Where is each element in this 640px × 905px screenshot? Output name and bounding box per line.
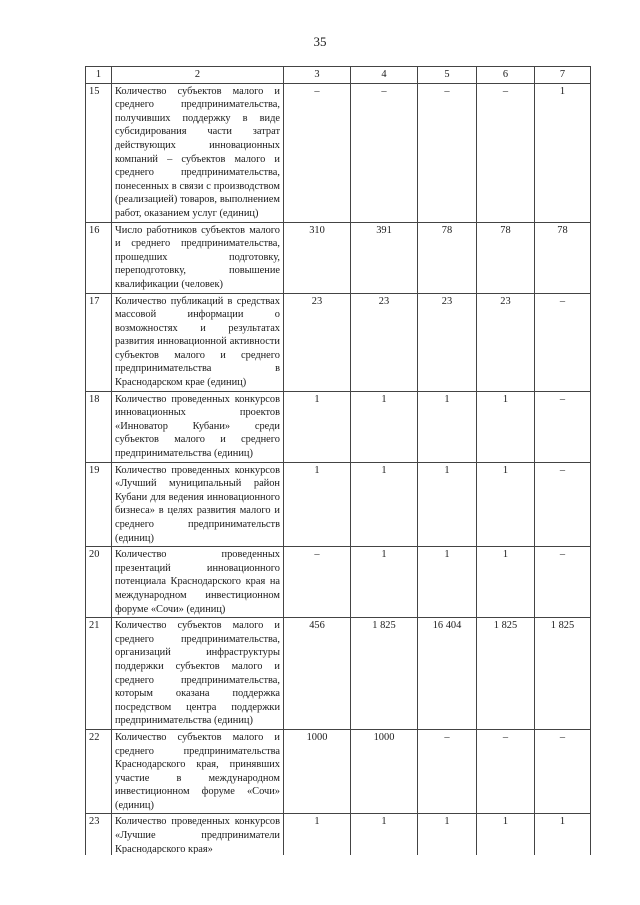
- value-cell: 1: [351, 391, 418, 462]
- value-cell: 23: [284, 293, 351, 391]
- value-cell: –: [535, 547, 591, 618]
- value-cell: –: [535, 462, 591, 547]
- value-cell: –: [418, 83, 477, 222]
- table-row: [86, 547, 591, 618]
- value-cell: –: [477, 729, 535, 814]
- column-header: 4: [351, 67, 418, 84]
- value-cell: 310: [284, 222, 351, 293]
- header-row: [86, 67, 591, 84]
- value-cell: 1: [284, 391, 351, 462]
- value-cell: –: [284, 83, 351, 222]
- table-row: [86, 814, 591, 856]
- column-header: 6: [477, 67, 535, 84]
- row-description: Количество проведенных конкурсов «Лучший муниципальный район Кубани для ведения инновационного бизнеса» в целях развития малого и среднего предпринимательств (единиц): [112, 462, 284, 547]
- value-cell: 1000: [284, 729, 351, 814]
- value-cell: 78: [535, 222, 591, 293]
- column-header: 2: [112, 67, 284, 84]
- table-row: [86, 729, 591, 814]
- row-number: 18: [86, 391, 112, 462]
- value-cell: 1: [477, 391, 535, 462]
- value-cell: –: [477, 83, 535, 222]
- value-cell: 1: [535, 83, 591, 222]
- row-number: 19: [86, 462, 112, 547]
- table-row: [86, 618, 591, 730]
- row-description: Число работников субъектов малого и среднего предпринимательства, прошедших подготовку, переподготовку, повышение квалификации (человек): [112, 222, 284, 293]
- value-cell: 1: [351, 462, 418, 547]
- value-cell: –: [284, 547, 351, 618]
- value-cell: –: [535, 293, 591, 391]
- row-number: 20: [86, 547, 112, 618]
- row-number: 22: [86, 729, 112, 814]
- row-description: Количество субъектов малого и среднего предпринимательства, получивших поддержку в виде субсидирования части затрат действующих инновационных компаний – субъектов малого и среднего предпринимательства, понесенных в связи с производством (реализацией) товаров, выполнением работ, оказанием услуг (единиц): [112, 83, 284, 222]
- row-number: 17: [86, 293, 112, 391]
- table-row: [86, 83, 591, 222]
- value-cell: 16 404: [418, 618, 477, 730]
- value-cell: –: [535, 391, 591, 462]
- value-cell: 1: [284, 462, 351, 547]
- indicators-table: [85, 66, 591, 855]
- table-row: [86, 222, 591, 293]
- row-description: Количество проведенных презентаций инновационного потенциала Краснодарского края на международном инвестиционном форуме «Сочи» (единиц): [112, 547, 284, 618]
- table-row: [86, 462, 591, 547]
- row-description: Количество проведенных конкурсов инновационных проектов «Инноватор Кубани» среди субъектов малого и среднего предпринимательства (единиц): [112, 391, 284, 462]
- row-description-cell: [112, 814, 284, 856]
- value-cell: 1: [477, 462, 535, 547]
- value-cell: 23: [418, 293, 477, 391]
- row-description: Количество публикаций в средствах массовой информации о возможностях и результатах развития инновационной активности субъектов малого и среднего предпринимательства в Краснодарском крае (единиц): [112, 293, 284, 391]
- column-header: 7: [535, 67, 591, 84]
- row-number: 15: [86, 83, 112, 222]
- value-cell: 23: [351, 293, 418, 391]
- value-cell: 1: [477, 814, 535, 856]
- value-cell: 1: [418, 391, 477, 462]
- value-cell: 1: [418, 814, 477, 856]
- value-cell: –: [351, 83, 418, 222]
- row-description: Количество субъектов малого и среднего предпринимательства, организаций инфраструктуры поддержки субъектов малого и среднего предпринимательства, которым оказана поддержка посредством центра поддержки предпринимательства (единиц): [112, 618, 284, 730]
- value-cell: 456: [284, 618, 351, 730]
- page-number: 35: [313, 34, 327, 49]
- value-cell: 1: [535, 814, 591, 856]
- value-cell: 1 825: [477, 618, 535, 730]
- value-cell: 391: [351, 222, 418, 293]
- value-cell: 1 825: [535, 618, 591, 730]
- row-number: 23: [86, 814, 112, 856]
- value-cell: –: [418, 729, 477, 814]
- value-cell: 1: [284, 814, 351, 856]
- row-description: Количество проведенных конкурсов «Лучшие предприниматели Краснодарского края»: [115, 816, 280, 855]
- value-cell: 1: [351, 547, 418, 618]
- value-cell: 1: [477, 547, 535, 618]
- row-number: 16: [86, 222, 112, 293]
- row-description: Количество субъектов малого и среднего предпринимательства Краснодарского края, принявших участие в международном инвестиционном форуме «Сочи» (единиц): [112, 729, 284, 814]
- value-cell: 23: [477, 293, 535, 391]
- value-cell: 1: [418, 547, 477, 618]
- table-row: [86, 293, 591, 391]
- value-cell: 1 825: [351, 618, 418, 730]
- value-cell: 1000: [351, 729, 418, 814]
- column-header: 1: [86, 67, 112, 84]
- value-cell: –: [535, 729, 591, 814]
- column-header: 5: [418, 67, 477, 84]
- value-cell: 1: [351, 814, 418, 856]
- column-header: 3: [284, 67, 351, 84]
- value-cell: 78: [418, 222, 477, 293]
- row-number: 21: [86, 618, 112, 730]
- value-cell: 1: [418, 462, 477, 547]
- value-cell: 78: [477, 222, 535, 293]
- table-row: [86, 391, 591, 462]
